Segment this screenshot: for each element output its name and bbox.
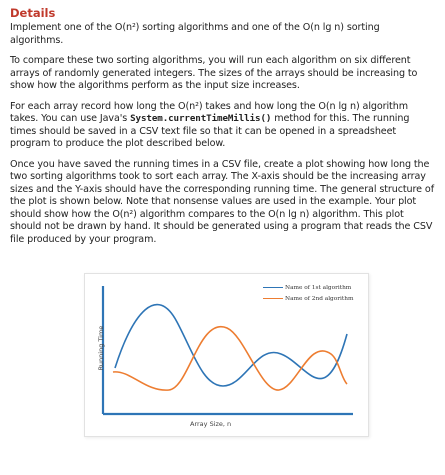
series-1-curve xyxy=(115,305,347,386)
x-axis-label: Array Size, n xyxy=(190,420,232,428)
paragraph-4: Once you have saved the running times in a CSV file, create a plot showing how long the two sorting algorithms took to sort each array. The X-axis should be the increasing array sizes and the Y-axis should have the corresponding running time. The general structure of the plot is shown below. Note that nonsense values are used in the example. Your plot should show how the O(n²) algorithm compares to the O(n lg n) algorithm. This plot should not be drawn by hand. It should be generated using a program that reads the CSV file produced by your program. xyxy=(10,158,434,245)
details-heading: Details xyxy=(10,6,56,20)
details-section xyxy=(10,6,435,254)
legend-entry-1 xyxy=(263,282,353,293)
example-plot xyxy=(84,273,369,437)
paragraph-2: To compare these two sorting algorithms, you will run each algorithm on six different arrays of randomly generated integers. The sizes of the arrays should be increasing to show how the algorithms perform as the input size increases. xyxy=(10,55,418,91)
legend-swatch-1 xyxy=(263,287,283,289)
paragraph-1: Implement one of the O(n²) sorting algorithms and one of the O(n lg n) sorting algorithms. xyxy=(10,22,380,46)
paragraph-3-text-b: method for this. The running times should be saved in a CSV text file so that it can be opened in a spreadsheet program to produce the plot described below. xyxy=(10,113,410,149)
legend-entry-2 xyxy=(263,293,353,304)
legend-swatch-2 xyxy=(263,298,283,300)
code-system-current-time-millis: System.currentTimeMillis() xyxy=(130,113,272,124)
y-axis-label: Running Time xyxy=(97,325,105,371)
paragraph-3 xyxy=(10,101,435,151)
paragraph-3-text-a: For each array record how long the O(n²) takes and how long the O(n lg n) algorithm takes. You can use Java's xyxy=(10,100,408,124)
legend-label-1: Name of 1st algorithm xyxy=(285,284,352,291)
plot-legend xyxy=(263,282,353,304)
legend-label-2: Name of 2nd algorithm xyxy=(285,295,354,302)
series-2-curve xyxy=(113,327,347,390)
